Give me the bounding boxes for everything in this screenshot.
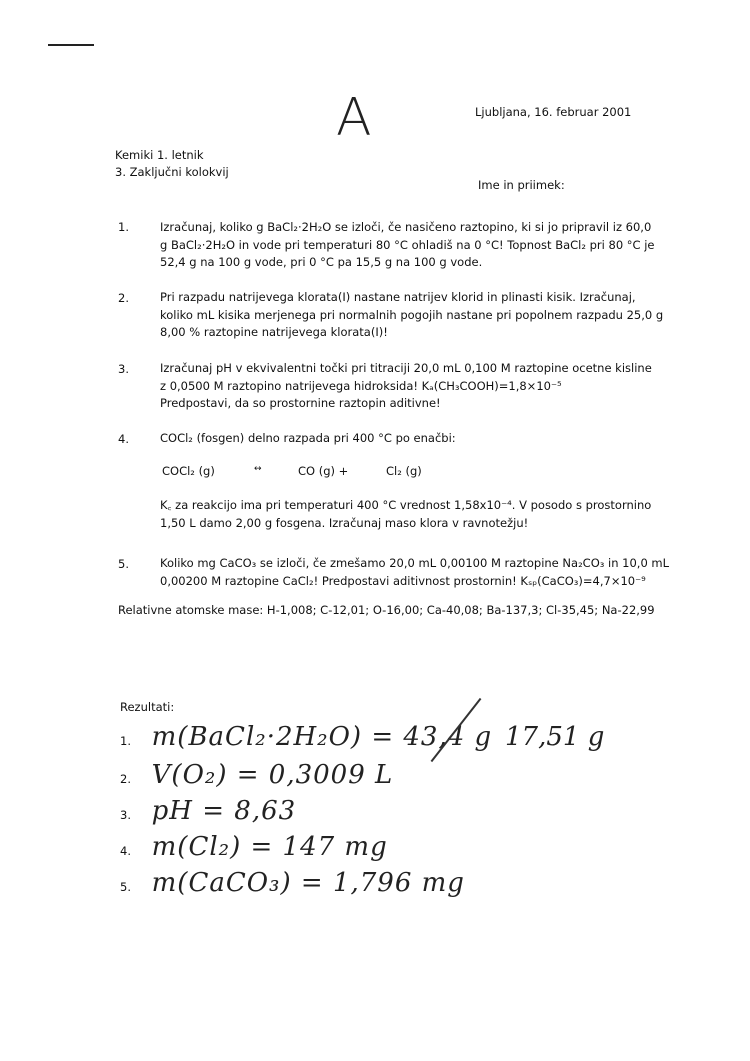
top-rule	[48, 44, 94, 46]
task-line: z 0,0500 M raztopino natrijevega hidroksida! Kₐ(CH₃COOH)=1,8×10⁻⁵	[160, 378, 562, 393]
equation-product-2: Cl₂ (g)	[386, 464, 422, 478]
task-line: Izračunaj, koliko g BaCl₂·2H₂O se izloči, če nasičeno raztopino, ki si jo pripravil iz 60,0	[160, 220, 652, 234]
task-line: 52,4 g na 100 g vode, pri 0 °C pa 15,5 g na 100 g vode.	[160, 255, 483, 269]
result-number: 2.	[120, 772, 131, 786]
task-line: COCl₂ (fosgen) delno razpada pri 400 °C po enačbi:	[160, 431, 456, 445]
result-number: 1.	[120, 734, 131, 748]
equation-reactant: COCl₂ (g)	[162, 464, 215, 478]
task-4-text	[160, 430, 456, 448]
task-line: Koliko mg CaCO₃ se izloči, če zmešamo 20,0 mL 0,00100 M raztopine Na₂CO₃ in 10,0 mL	[160, 556, 670, 570]
task-number: 2.	[118, 291, 129, 305]
result-answer: m(CaCO₃) = 1,796 mg	[151, 868, 465, 898]
atomic-masses: Relativne atomske mase: H-1,008; C-12,01; O-16,00; Ca-40,08; Ba-137,3; Cl-35,45; Na-22,99	[118, 603, 655, 617]
task-1-text	[160, 219, 655, 272]
version-mark: A	[336, 88, 372, 148]
result-answer: pH = 8,63	[151, 796, 297, 826]
task-line: Izračunaj pH v ekvivalentni točki pri titraciji 20,0 mL 0,100 M raztopine ocetne kisline	[160, 361, 652, 375]
result-number: 5.	[120, 880, 131, 894]
task-line: K꜀ za reakcijo ima pri temperaturi 400 °C vrednost 1,58x10⁻⁴. V posodo s prostornino	[160, 498, 652, 512]
name-label: Ime in priimek:	[478, 178, 565, 192]
task-line: g BaCl₂·2H₂O in vode pri temperaturi 80 °C ohladiš na 0 °C! Topnost BaCl₂ pri 80 °C je	[160, 237, 655, 252]
results-label: Rezultati:	[120, 700, 175, 714]
equilibrium-arrow: ↔	[254, 464, 262, 474]
task-line: Predpostavi, da so prostornine raztopin aditivne!	[160, 396, 441, 410]
result-1	[120, 722, 492, 752]
result-answer: m(BaCl₂·2H₂O) = 43,4 g	[151, 722, 493, 752]
test-title: 3. Zaključni kolokvij	[115, 165, 229, 179]
task-3-text	[160, 360, 652, 413]
result-number: 4.	[120, 844, 131, 858]
task-number: 4.	[118, 432, 129, 446]
group: Kemiki 1. letnik	[115, 148, 204, 162]
result-4	[120, 832, 388, 862]
task-line: koliko mL kisika merjenega pri normalnih pogojih nastane pri popolnem razpadu 25,0 g	[160, 307, 664, 322]
task-number: 5.	[118, 557, 129, 571]
task-line: 1,50 L damo 2,00 g fosgena. Izračunaj maso klora v ravnotežju!	[160, 515, 529, 530]
task-number: 1.	[118, 220, 129, 234]
result-5	[120, 868, 465, 898]
task-4-extra	[160, 497, 651, 532]
result-3	[120, 796, 296, 826]
result-2	[120, 760, 393, 790]
task-line: 0,00200 M raztopine CaCl₂! Predpostavi aditivnost prostornin! Kₛₚ(CaCO₃)=4,7×10⁻⁹	[160, 573, 646, 588]
task-line: Pri razpadu natrijevega klorata(I) nastane natrijev klorid in plinasti kisik. Izračunaj,	[160, 290, 636, 304]
result-number: 3.	[120, 808, 131, 822]
task-5-text	[160, 555, 669, 590]
task-number: 3.	[118, 362, 129, 376]
equation-product-1: CO (g) +	[298, 464, 349, 478]
place-date: Ljubljana, 16. februar 2001	[475, 105, 632, 119]
result-answer: V(O₂) = 0,3009 L	[151, 760, 394, 790]
result-answer: m(Cl₂) = 147 mg	[151, 832, 388, 862]
result-correction: 17,51 g	[505, 722, 605, 752]
task-2-text	[160, 289, 663, 342]
task-line: 8,00 % raztopine natrijevega klorata(I)!	[160, 325, 388, 339]
